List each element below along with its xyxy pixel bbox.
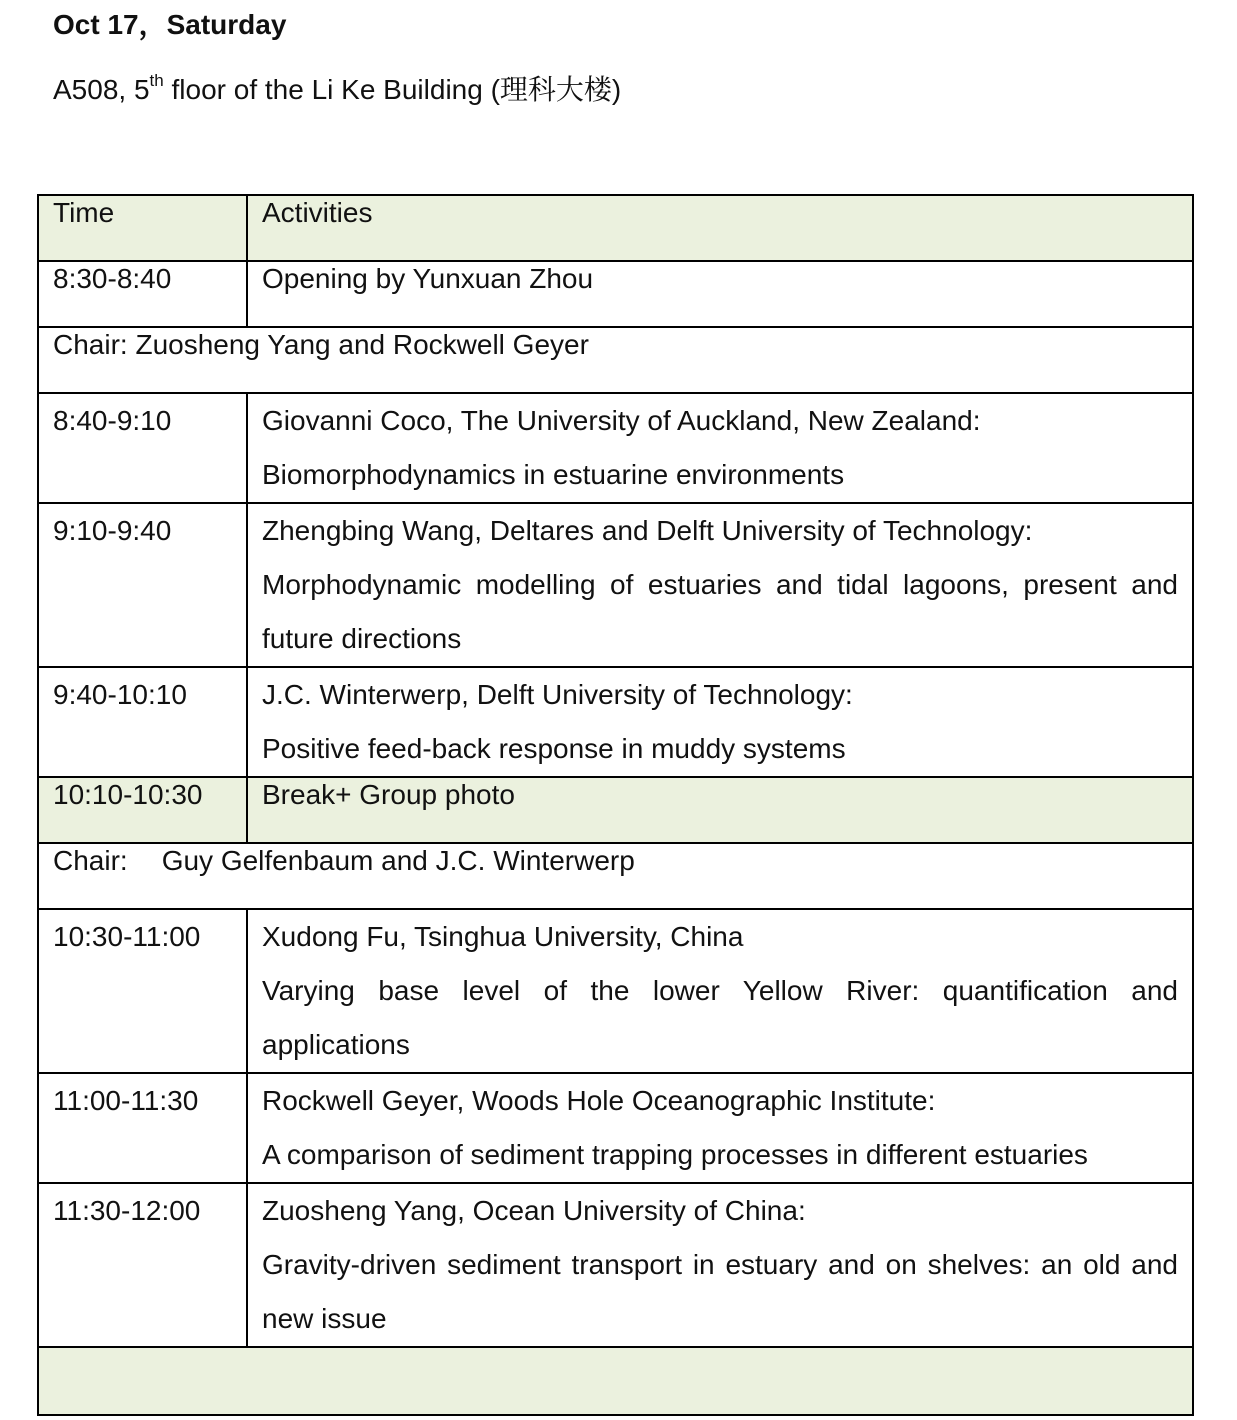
talk-title: Morphodynamic modelling of estuaries and tidal lagoons, present and future directions	[262, 569, 1178, 654]
chair-cell: Chair: Zuosheng Yang and Rockwell Geyer	[38, 327, 1193, 393]
activity-cell	[247, 393, 1193, 503]
time-cell: 11:30-12:00	[38, 1183, 247, 1347]
time-cell: 9:40-10:10	[38, 667, 247, 777]
chair-row	[38, 843, 1193, 909]
talk-row	[38, 909, 1193, 1073]
column-header-activities: Activities	[247, 195, 1193, 261]
empty-footer-row	[38, 1347, 1193, 1415]
chair-cell	[38, 843, 1193, 909]
schedule-venue	[53, 72, 621, 108]
speaker-affiliation: Xudong Fu, Tsinghua University, China	[262, 921, 744, 952]
activity-cell	[247, 909, 1193, 1073]
table-header-row	[38, 195, 1193, 261]
speaker-affiliation: Zuosheng Yang, Ocean University of China:	[262, 1195, 806, 1226]
chair-names: Guy Gelfenbaum and J.C. Winterwerp	[161, 845, 635, 876]
talk-row	[38, 393, 1193, 503]
activity-cell	[247, 667, 1193, 777]
chair-label: Chair:	[53, 845, 128, 876]
talk-title: A comparison of sediment trapping processes in different estuaries	[262, 1139, 1088, 1170]
time-cell: 10:30-11:00	[38, 909, 247, 1073]
schedule-date: Oct 17，Saturday	[53, 9, 287, 40]
talk-row	[38, 1073, 1193, 1183]
chair-row	[38, 327, 1193, 393]
opening-row	[38, 261, 1193, 327]
venue-prefix: A508, 5	[53, 74, 150, 105]
activity-cell	[247, 503, 1193, 667]
talk-row	[38, 1183, 1193, 1347]
time-cell: 11:00-11:30	[38, 1073, 247, 1183]
activity-cell: Break+ Group photo	[247, 777, 1193, 843]
column-header-time: Time	[38, 195, 247, 261]
activity-cell	[247, 1073, 1193, 1183]
speaker-affiliation: J.C. Winterwerp, Delft University of Technology:	[262, 679, 853, 710]
activity-cell	[247, 1183, 1193, 1347]
time-cell: 8:40-9:10	[38, 393, 247, 503]
talk-row	[38, 503, 1193, 667]
venue-suffix: floor of the Li Ke Building (理科大楼)	[163, 74, 622, 105]
speaker-affiliation: Rockwell Geyer, Woods Hole Oceanographic Institute:	[262, 1085, 936, 1116]
talk-title: Varying base level of the lower Yellow River: quantification and applications	[262, 975, 1178, 1060]
time-cell: 8:30-8:40	[38, 261, 247, 327]
speaker-affiliation: Giovanni Coco, The University of Auckland, New Zealand:	[262, 405, 981, 436]
agenda-table	[37, 194, 1194, 1416]
time-cell: 9:10-9:40	[38, 503, 247, 667]
talk-title: Positive feed-back response in muddy systems	[262, 733, 846, 764]
talk-title: Biomorphodynamics in estuarine environments	[262, 459, 845, 490]
venue-ordinal-suffix: th	[149, 71, 164, 90]
speaker-affiliation: Zhengbing Wang, Deltares and Delft University of Technology:	[262, 515, 1033, 546]
activity-cell: Opening by Yunxuan Zhou	[247, 261, 1193, 327]
talk-row	[38, 667, 1193, 777]
empty-cell	[38, 1347, 1193, 1415]
break-row	[38, 777, 1193, 843]
time-cell: 10:10-10:30	[38, 777, 247, 843]
talk-title: Gravity-driven sediment transport in estuary and on shelves: an old and new issue	[262, 1249, 1178, 1334]
